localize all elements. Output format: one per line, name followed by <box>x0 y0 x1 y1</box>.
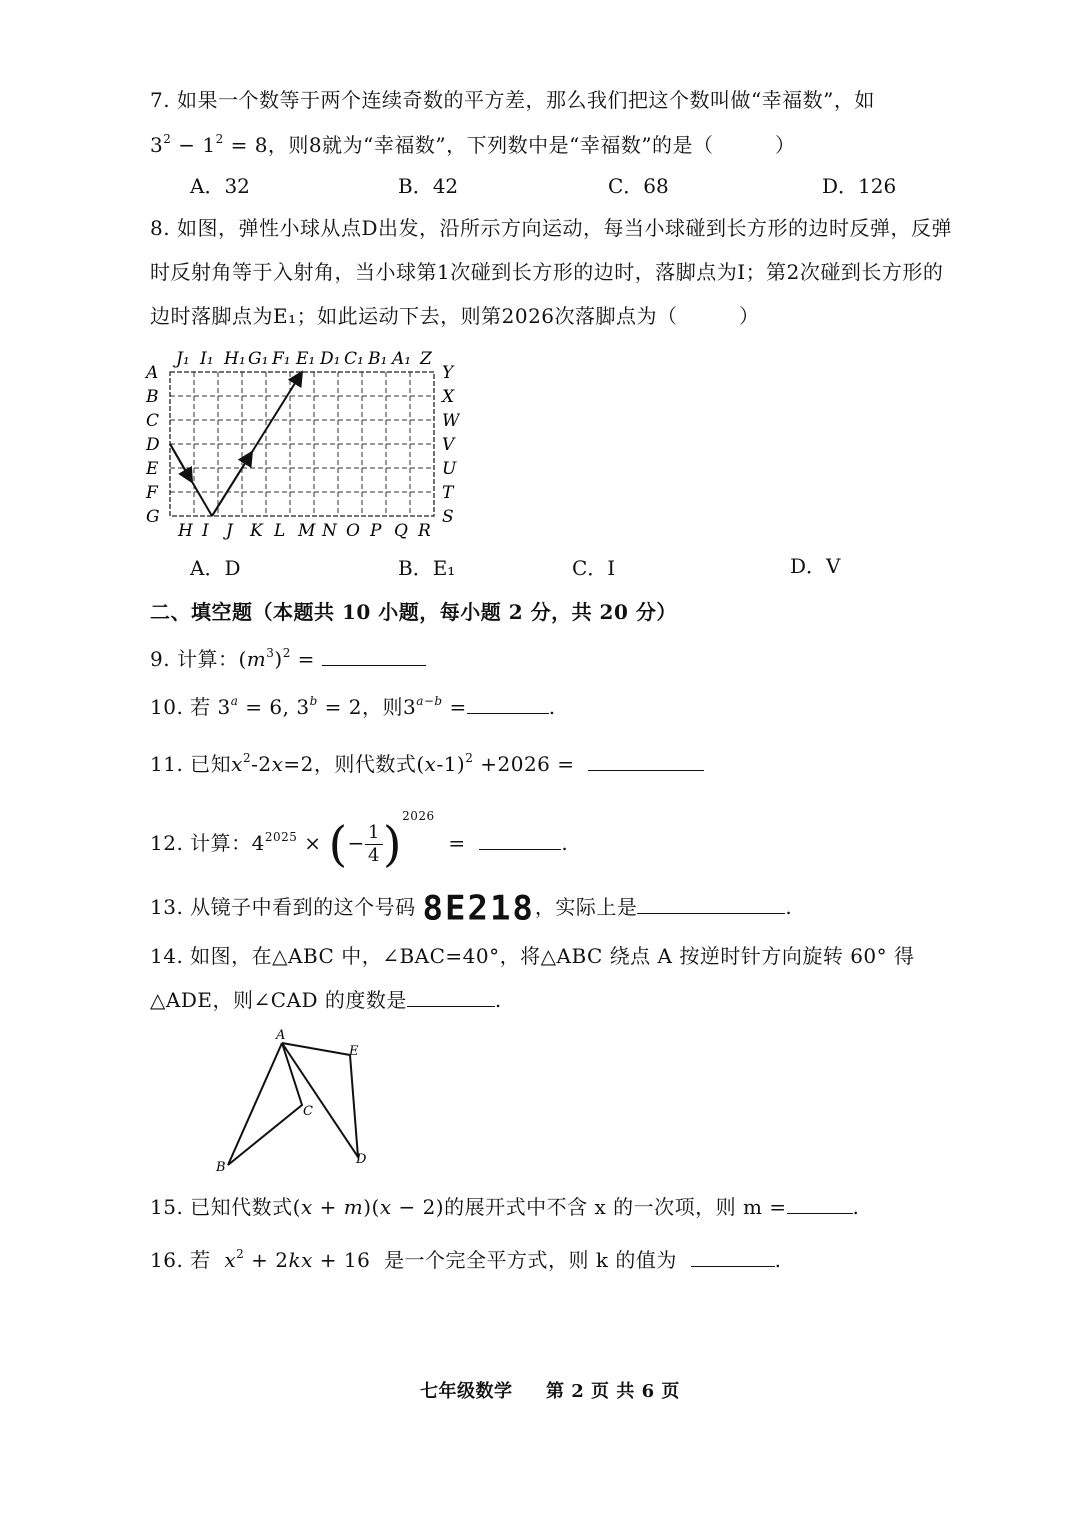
grid-top-label-5: E₁ <box>296 349 316 369</box>
q14-line2: △ADE，则∠CAD 的度数是 . <box>150 988 502 1012</box>
grid-bottom-label-1: I <box>202 521 209 540</box>
q7-formula: $3^2 - 1^2 = 8$ <box>150 132 268 157</box>
grid-bottom-label-0: H <box>178 521 193 540</box>
grid-bottom-label-5: M <box>298 521 316 540</box>
q7-option-a: A．32 <box>190 174 250 198</box>
footer-page-number: 第 2 页 共 6 页 <box>546 1381 680 1402</box>
grid-top-label-1: I₁ <box>200 349 214 369</box>
grid-bottom-label-8: P <box>370 521 382 540</box>
grid-left-label-2: C <box>146 411 160 431</box>
q14-answer-blank[interactable] <box>407 988 495 1007</box>
grid-bottom-label-4: L <box>274 521 286 540</box>
section-2-heading: 二、填空题（本题共 10 小题，每小题 2 分，共 20 分） <box>150 600 677 624</box>
grid-bottom-label-10: R <box>418 521 431 540</box>
grid-right-label-5: T <box>442 483 454 503</box>
grid-bottom-label-3: K <box>250 521 263 540</box>
label-d: D <box>356 1152 367 1167</box>
q7-line2: $3^2 - 1^2 = 8$，则8就为“幸福数”，下列数中是“幸福数”的是（ ） <box>150 132 796 157</box>
grid-top-label-6: D₁ <box>320 349 341 369</box>
q10: 10. 若 $3^a = 6$, $3^b = 2$，则$3^{a-b}$ = . <box>150 694 556 719</box>
label-e: E <box>349 1044 359 1059</box>
grid-top-label-0: J₁ <box>176 349 190 369</box>
q11: 11. 已知$x^2-2x=2$，则代数式$(x-1)^2 +2026$ = <box>150 750 704 778</box>
grid-left-label-6: G <box>146 507 160 527</box>
q7-option-d: D．126 <box>822 174 897 198</box>
q8-line3: 边时落脚点为E₁；如此运动下去，则第2026次落脚点为（ ） <box>150 304 760 328</box>
q9-answer-blank[interactable] <box>322 647 426 666</box>
q14-triangle-figure <box>210 1025 380 1175</box>
grid-left-label-0: A <box>146 363 159 383</box>
label-c: C <box>303 1104 313 1119</box>
q15: 15. 已知代数式(x + m)(x − 2)的展开式中不含 x 的一次项，则 m = . <box>150 1195 860 1219</box>
ball-path-arrow-1 <box>170 444 192 482</box>
grid-top-label-9: A₁ <box>392 349 412 369</box>
grid-top-label-7: C₁ <box>344 349 364 369</box>
grid-left-label-4: E <box>146 459 159 479</box>
q12-answer-blank[interactable] <box>479 831 561 850</box>
grid-top-label-8: B₁ <box>368 349 388 369</box>
q7-line1: 7. 如果一个数等于两个连续奇数的平方差，那么我们把这个数叫做“幸福数”，如 <box>150 88 875 112</box>
q16-answer-blank[interactable] <box>691 1248 775 1267</box>
q8-option-a: A．D <box>190 556 241 580</box>
grid-left-label-1: B <box>146 387 159 407</box>
grid-top-label-2: H₁ <box>224 349 246 369</box>
grid-right-label-0: Y <box>442 363 454 383</box>
q8-option-b: B．E₁ <box>398 556 456 580</box>
q15-answer-blank[interactable] <box>787 1195 853 1214</box>
footer-subject: 七年级数学 <box>420 1381 513 1402</box>
grid-left-label-5: F <box>146 483 158 503</box>
q7-option-b: B．42 <box>398 174 459 198</box>
mirrored-number: 8E218 <box>422 888 535 929</box>
grid-right-label-4: U <box>442 459 457 479</box>
grid-bottom-label-7: O <box>346 521 360 540</box>
label-b: B <box>216 1160 226 1175</box>
label-a: A <box>276 1028 286 1043</box>
grid-right-label-6: S <box>442 507 454 527</box>
grid-lines <box>170 372 434 516</box>
q8-line2: 时反射角等于入射角，当小球第1次碰到长方形的边时，落脚点为I；第2次碰到长方形的 <box>150 260 944 284</box>
grid-bottom-label-2: J <box>226 521 233 540</box>
grid-right-label-2: W <box>442 411 460 431</box>
q8-grid-figure <box>140 345 460 540</box>
grid-bottom-label-9: Q <box>394 521 408 540</box>
q11-answer-blank[interactable] <box>588 752 704 771</box>
q9: 9. 计算：$(m^3)^2$ = <box>150 645 426 673</box>
triangle-abc <box>228 1043 302 1165</box>
q13-answer-blank[interactable] <box>637 895 785 914</box>
q13: 13. 从镜子中看到的这个号码 8E218，实际上是 . <box>150 888 793 929</box>
q8-option-d: D．V <box>790 554 841 578</box>
grid-top-label-4: F₁ <box>272 349 291 369</box>
triangle-ade <box>282 1043 358 1157</box>
grid-right-label-1: X <box>442 387 455 407</box>
grid-right-label-3: V <box>442 435 455 455</box>
q10-answer-blank[interactable] <box>467 695 549 714</box>
grid-left-label-3: D <box>146 435 160 455</box>
q14-line1: 14. 如图，在△ABC 中，∠BAC=40°，将△ABC 绕点 A 按逆时针方向旋转 60° 得 <box>150 944 915 968</box>
q16: 16. 若 $x^2 + 2kx + 16$ 是一个完全平方式，则 k 的值为 . <box>150 1247 782 1272</box>
q7-option-c: C．68 <box>608 174 669 198</box>
grid-top-label-3: G₁ <box>248 349 269 369</box>
grid-bottom-label-6: N <box>322 521 337 540</box>
q8-option-c: C．I <box>572 556 616 580</box>
q8-line1: 8. 如图，弹性小球从点D出发，沿所示方向运动，每当小球碰到长方形的边时反弹，反弹 <box>150 216 952 240</box>
q12: 12. 计算：$4^{2025}$ × (− $\frac{1}{4}$ )$^{2026}$ = . <box>150 809 569 873</box>
grid-top-label-10: Z <box>420 349 432 369</box>
